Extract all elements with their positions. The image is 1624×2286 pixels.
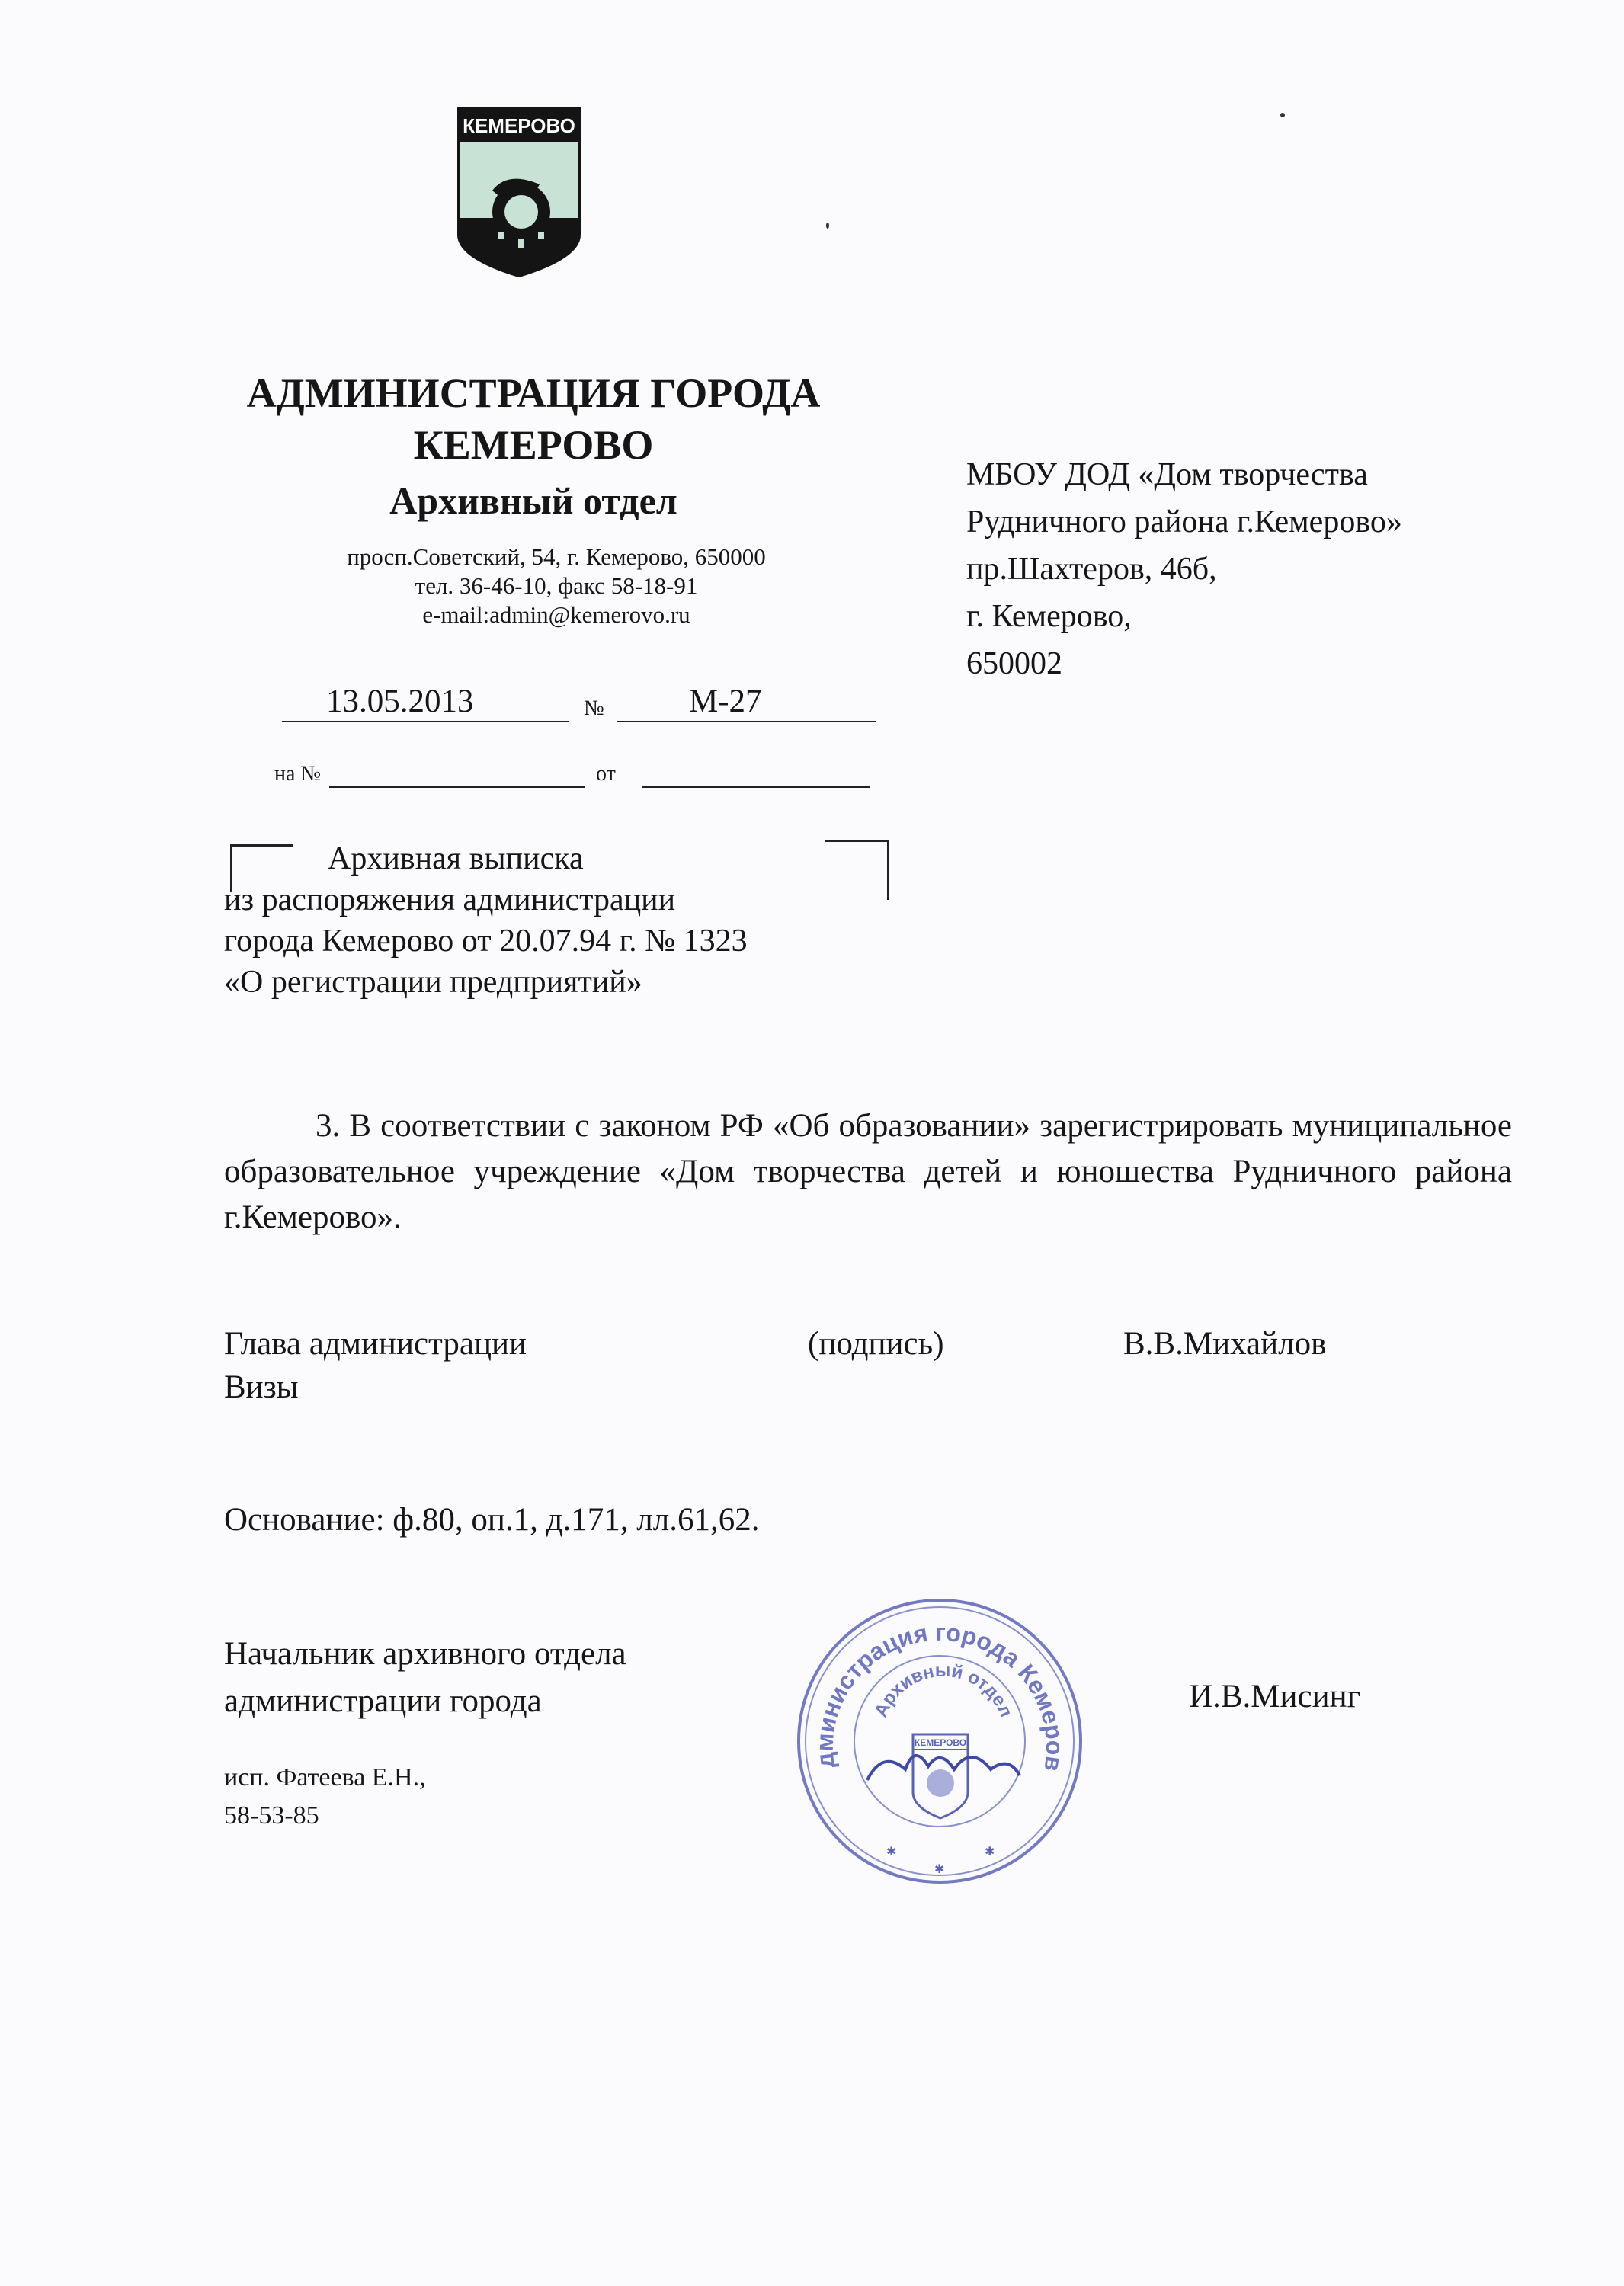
seal-emblem-icon bbox=[913, 1734, 968, 1818]
subject-line: Архивная выписка bbox=[328, 841, 584, 876]
approver-line: администрации города bbox=[224, 1683, 542, 1719]
reference-from-label: от bbox=[596, 762, 616, 786]
date-underline bbox=[282, 721, 569, 722]
visas-label: Визы bbox=[224, 1369, 299, 1405]
phones-line: тел. 36-46-10, факс 58-18-91 bbox=[415, 572, 698, 599]
svg-text:✱: ✱ bbox=[985, 1846, 995, 1859]
organization-header bbox=[183, 367, 884, 527]
svg-text:✱: ✱ bbox=[886, 1846, 897, 1859]
recipient-line: Рудничного района г.Кемерово» bbox=[966, 504, 1402, 539]
approver-position bbox=[224, 1631, 626, 1725]
reference-number-underline bbox=[329, 786, 585, 788]
seal-inner-text: Архивный отдел bbox=[870, 1660, 1017, 1721]
signer-position: Глава администрации bbox=[224, 1326, 527, 1362]
subject-bracket-right bbox=[825, 840, 889, 900]
signature-note: (подпись) bbox=[808, 1326, 944, 1362]
organization-address bbox=[229, 543, 884, 629]
approver-line: Начальник архивного отдела bbox=[224, 1636, 626, 1672]
svg-text:✱: ✱ bbox=[934, 1863, 945, 1876]
recipient-line: МБОУ ДОД «Дом творчества bbox=[966, 457, 1368, 492]
subject-line: города Кемерово от 20.07.94 г. № 1323 bbox=[224, 924, 748, 959]
recipient-line: пр.Шахтеров, 46б, bbox=[966, 552, 1217, 587]
reference-number-label: на № bbox=[274, 762, 322, 786]
executor-name: исп. Фатеева Е.Н., bbox=[224, 1763, 426, 1791]
executor-block bbox=[224, 1759, 426, 1835]
body-paragraph: 3. В соответствии с законом РФ «Об образовании» зарегистрировать муниципальное образовательное учреждение «Дом творчества детей и юношества Рудничного района г.Кемерово». bbox=[224, 1108, 1512, 1235]
recipient-line: 650002 bbox=[966, 646, 1062, 681]
recipient-line: г. Кемерово, bbox=[966, 599, 1132, 634]
email-line: e-mail:admin@kemerovo.ru bbox=[422, 601, 690, 628]
document-date: 13.05.2013 bbox=[326, 684, 474, 719]
emblem-label: КЕМЕРОВО bbox=[463, 114, 575, 137]
department-name: Архивный отдел bbox=[389, 479, 677, 522]
registration-line bbox=[282, 686, 876, 725]
address-line: просп.Советский, 54, г. Кемерово, 650000 bbox=[347, 543, 766, 570]
document-number: М-27 bbox=[689, 684, 762, 719]
number-underline bbox=[617, 721, 876, 722]
signer-name: В.В.Михайлов bbox=[1123, 1326, 1327, 1362]
org-name-line1: АДМИНИСТРАЦИЯ ГОРОДА bbox=[246, 370, 821, 416]
org-name-line2: КЕМЕРОВО bbox=[413, 422, 654, 468]
reference-line bbox=[274, 762, 884, 792]
subject-line: из распоряжения администрации bbox=[224, 882, 676, 917]
archive-basis: Основание: ф.80, оп.1, д.171, лл.61,62. bbox=[224, 1502, 760, 1538]
executor-phone: 58-53-85 bbox=[224, 1801, 319, 1830]
scan-mark bbox=[826, 223, 829, 229]
official-seal-stamp bbox=[791, 1593, 1088, 1890]
seal-emblem-label: КЕМЕРОВО bbox=[914, 1737, 967, 1748]
reference-date-underline bbox=[642, 786, 870, 788]
city-emblem bbox=[454, 105, 584, 279]
recipient-block bbox=[966, 451, 1402, 687]
approver-name: И.В.Мисинг bbox=[1189, 1679, 1361, 1714]
scan-mark bbox=[1280, 113, 1285, 117]
subject-line: «О регистрации предприятий» bbox=[224, 965, 642, 1000]
number-sign: № bbox=[584, 696, 604, 720]
document-subject bbox=[224, 838, 748, 1003]
seal-outer-text: дминистрация города Кемеров bbox=[810, 1618, 1069, 1773]
